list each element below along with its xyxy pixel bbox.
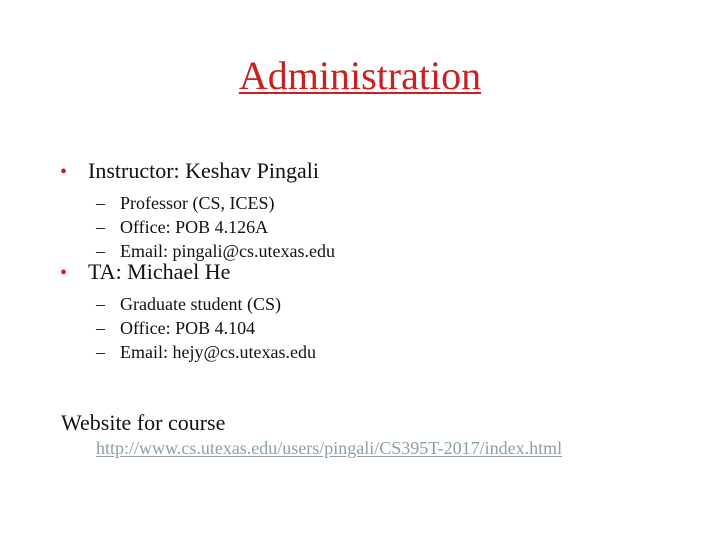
dash-icon: – (96, 217, 105, 237)
instructor-bullet (60, 156, 700, 187)
instructor-details (96, 191, 700, 263)
bullet-icon: • (60, 161, 68, 183)
dash-icon: – (96, 318, 105, 338)
course-website-link[interactable]: http://www.cs.utexas.edu/users/pingali/CS395T-2017/index.html (96, 438, 563, 458)
ta-office: Office: POB 4.104 (120, 318, 256, 338)
ta-heading: TA: Michael He (88, 259, 231, 284)
bullet-icon: • (60, 262, 68, 284)
instructor-section (60, 156, 700, 263)
list-item (96, 316, 700, 340)
ta-details (96, 292, 700, 364)
dash-icon: – (96, 294, 105, 314)
slide-title: Administration (238, 53, 482, 98)
instructor-email: Email: pingali@cs.utexas.edu (120, 241, 336, 261)
list-item (96, 215, 700, 239)
dash-icon: – (96, 241, 105, 261)
dash-icon: – (96, 193, 105, 213)
ta-title: Graduate student (CS) (120, 294, 281, 314)
list-item (96, 292, 700, 316)
list-item (96, 191, 700, 215)
ta-section (60, 257, 700, 364)
dash-icon: – (96, 342, 105, 362)
instructor-heading: Instructor: Keshav Pingali (88, 158, 319, 183)
instructor-title: Professor (CS, ICES) (120, 193, 275, 213)
ta-bullet (60, 257, 700, 288)
ta-email: Email: hejy@cs.utexas.edu (120, 342, 317, 362)
website-heading: Website for course (61, 410, 226, 435)
instructor-office: Office: POB 4.126A (120, 217, 269, 237)
list-item (96, 340, 700, 364)
